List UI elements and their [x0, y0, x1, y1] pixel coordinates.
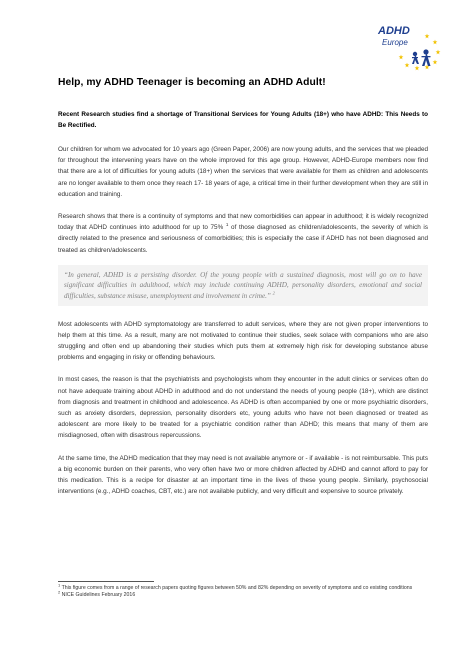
footnote-mark: 1	[58, 582, 61, 588]
quote-text: “In general, ADHD is a persisting disorder. Of the young people with a sustained diagnosis, most will go on to have significant difficulties in adulthood, which may include continuing ADHD, personality disorders, emotional and social difficulties, substance misuse, unemployment and involvement in crime.”	[64, 270, 422, 301]
footnote-mark: 2	[58, 589, 61, 595]
lead-paragraph: Recent Research studies find a shortage of Transitional Services for Young Adults (18+) who have ADHD: This Needs to Be Rectified.	[58, 111, 428, 129]
footnote-ref-2[interactable]: 2	[272, 290, 275, 296]
paragraph-5: At the same time, the ADHD medication that they may need is not available anymore or - if available - is not reimbursable. This puts a big economic burden on their parents, who very often have two or more children affected by ADHD and cannot afford to pay for this medication. This is a recipe for disaster at an important time in the lives of these young people. Similarly, psychosocial interventions (e.g., ADHD coaches, CBT, etc.) are not available publicly, and very difficult and expensive to source privately.	[58, 454, 428, 496]
paragraph-4: In most cases, the reason is that the psychiatrists and psychologists whom they encounter in the adult clinics or services often do not have adequate training about ADHD in adulthood and do not understand the needs of young people (18+), which are distinct from diagnosis and treatment in childhood and adolescence. As ADHD is often accompanied by one or more psychiatric disorders, such as anxiety disorders, depression, personality disorders etc, young adults who have not been diagnosed or treated as adolescent are more likely to be treated for a psychiatric condition rather than ADHD; this means that many of them are misdiagnosed, often with disastrous repercussions.	[58, 376, 428, 440]
footnote-ref-1[interactable]: 1	[225, 222, 229, 228]
blockquote	[58, 265, 428, 306]
footnotes	[58, 582, 428, 600]
paragraph-3: Most adolescents with ADHD symptomatology are transferred to adult services, where they are not given proper interventions to help them at this time. As a result, many are not motivated to continue their studies, seek solace with companions who are also struggling and often end up abandoning their studies which puts them at extremely high risk for developing substance abuse problems and engaging in risky or offending behaviours.	[58, 320, 428, 362]
logo-title: ADHD	[378, 25, 410, 37]
paragraph-2-part-b: of those diagnosed as children/adolescents, the severity of which is directly related to the presence and seriousness of comorbidities; this is especially the case if ADHD has not been diagnosed and treated as children/adolescents.	[58, 224, 429, 254]
footnote-divider	[58, 581, 154, 582]
paragraph-1: Our children for whom we advocated for 10 years ago (Green Paper, 2006) are now young adults, and the services that we pleaded for throughout the intervening years have on the whole improved for this age group. However, ADHD-Europe members now find that there are a lot of difficulties for young adults (18+) when the services that were available for them as children and adolescents are no longer available to them once they reach 17- 18 years of age, a critical time in their further development when they are still in education and training.	[58, 146, 428, 198]
logo-subtitle: Europe	[382, 38, 408, 47]
footnote-text: This figure comes from a range of research papers quoting figures between 50% and 82% depending on severity of symptoms and co existing conditions	[60, 585, 413, 591]
footnote-text: NICE Guidelines February 2016	[60, 592, 136, 599]
paragraph-2	[58, 211, 428, 256]
footnote-2	[58, 589, 428, 599]
document-title: Help, my ADHD Teenager is becoming an ADHD Adult!	[58, 77, 326, 88]
adhd-europe-logo	[362, 26, 452, 78]
paragraph-2-part-a: Research shows that there is a continuity of symptoms and that new comorbidities can appear in adulthood; it is widely recognized today that ADHD continues into adulthood for up to 75%	[58, 213, 428, 232]
document-body	[58, 76, 428, 508]
